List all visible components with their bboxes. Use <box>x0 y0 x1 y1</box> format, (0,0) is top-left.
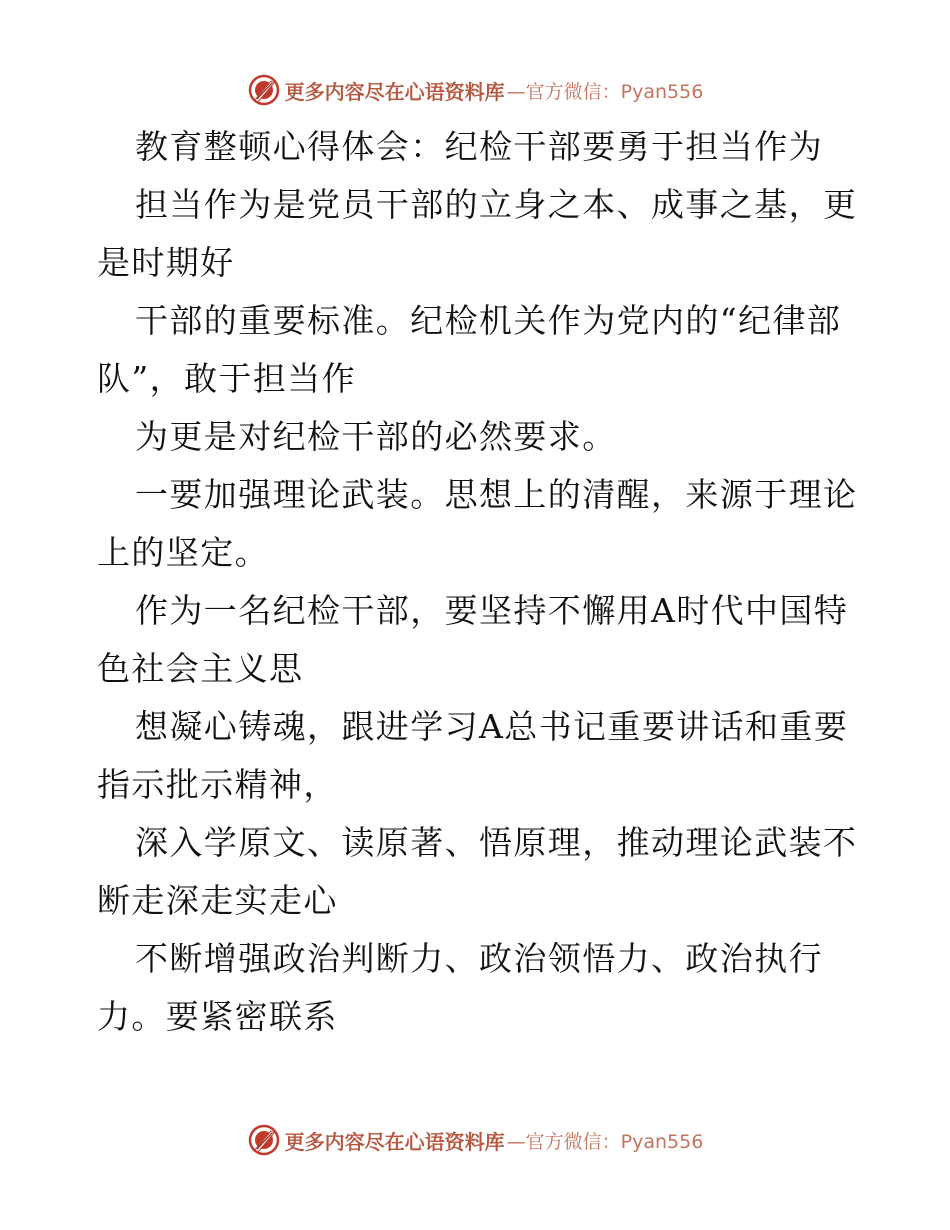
paragraph-line: 作为一名纪检干部，要坚持不懈用A时代中国特 <box>135 591 849 630</box>
banner-text: 更多内容尽在心语资料库 <box>284 1129 505 1154</box>
paragraph-line: 队”，敢于担当作 <box>97 359 357 398</box>
paragraph-line: 担当作为是党员干部的立身之本、成事之基，更 <box>135 185 857 224</box>
paragraph-line: 是时期好 <box>97 243 235 282</box>
paragraph-line: 色社会主义思 <box>97 649 304 688</box>
banner-contact: —官方微信：Pyan556 <box>506 80 704 103</box>
red-quill-logo-icon <box>247 1123 281 1157</box>
paragraph-line: 一要加强理论武装。思想上的清醒，来源于理论 <box>135 475 857 514</box>
footer-banner <box>0 1120 950 1160</box>
red-quill-logo-icon <box>247 73 281 107</box>
paragraph-line: 指示批示精神， <box>97 765 338 804</box>
paragraph-line: 不断增强政治判断力、政治领悟力、政治执行 <box>135 939 823 978</box>
paragraph-line: 力。要紧密联系 <box>97 997 338 1036</box>
paragraph-line: 想凝心铸魂，跟进学习A总书记重要讲话和重要 <box>135 707 849 746</box>
banner-text: 更多内容尽在心语资料库 <box>284 79 505 104</box>
paragraph-line: 深入学原文、读原著、悟原理，推动理论武装不 <box>135 823 857 862</box>
document-body <box>97 118 857 1046</box>
paragraph-line: 上的坚定。 <box>97 533 269 572</box>
document-title: 教育整顿心得体会：纪检干部要勇于担当作为 <box>135 127 823 166</box>
paragraph-line: 断走深走实走心 <box>97 881 338 920</box>
banner-contact: —官方微信：Pyan556 <box>506 1130 704 1153</box>
header-banner <box>0 70 950 110</box>
paragraph-line: 干部的重要标准。纪检机关作为党内的“纪律部 <box>135 301 842 340</box>
paragraph-line: 为更是对纪检干部的必然要求。 <box>135 417 617 456</box>
